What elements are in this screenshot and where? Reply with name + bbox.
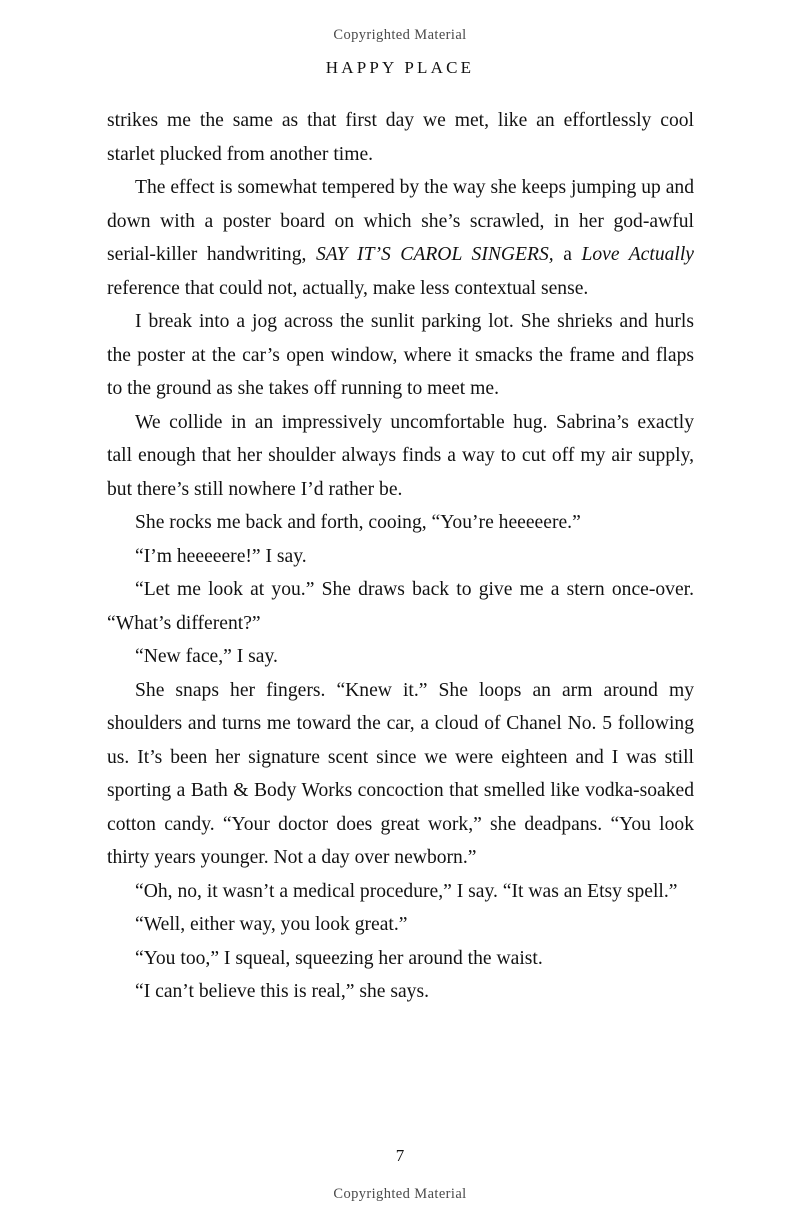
body-paragraph: We collide in an impressively uncomfortable hug. Sabrina’s exactly tall enough that her shoulder always finds a way to cut off my air supply, but there’s still nowhere I’d rather be. [107,411,694,500]
text-run: a [553,244,582,265]
copyright-watermark-bottom: Copyrighted Material [333,1186,467,1202]
body-paragraph: “I’m heeeeere!” I say. [135,545,307,567]
page-number: 7 [395,1146,405,1165]
body-paragraph [107,171,694,305]
italic-run: Love Actually [581,244,694,265]
body-paragraph: “Well, either way, you look great.” [135,914,408,935]
body-paragraph: “Oh, no, it wasn’t a medical procedure,” I say. “It was an Etsy spell.” [135,880,678,902]
text-run: The effect is somewhat tempered by the way she keeps jumping up and down with a poster board on which she’s scrawled, in her god-awful serial-killer handwriting, [107,177,694,265]
body-paragraph: She rocks me back and forth, cooing, “You’re heeeeere.” [135,512,581,533]
body-paragraph: “New face,” I say. [135,646,278,667]
body-paragraph: “I can’t believe this is real,” she says. [135,981,429,1002]
text-run: reference that could not, actually, make less contextual sense. [107,277,589,299]
italic-run: SAY IT’S CAROL SINGERS, [315,244,554,265]
body-paragraph: I break into a jog across the sunlit parking lot. She shrieks and hurls the poster at the car’s open window, where it smacks the frame and flaps to the ground as she takes off running to meet me. [107,311,694,399]
body-paragraph: She snaps her fingers. “Knew it.” She loops an arm around my shoulders and turns me toward the car, a cloud of Chanel No. 5 following us. It’s been her signature scent since we were eighteen and I was still sporting a Bath & Body Works concoction that smelled like vodka-soaked cotton candy. “Your doctor does great work,” she deadpans. “You look thirty years younger. Not a day over newborn.” [107,679,694,868]
running-head-title: HAPPY PLACE [325,58,475,77]
body-paragraph: strikes me the same as that first day we met, like an effortlessly cool starlet plucked from another time. [107,110,694,165]
page-body-text [107,104,694,1009]
body-paragraph: “Let me look at you.” She draws back to give me a stern once-over. “What’s different?” [107,579,694,634]
body-paragraph: “You too,” I squeal, squeezing her around the waist. [135,947,543,969]
copyright-watermark-top: Copyrighted Material [333,27,467,43]
